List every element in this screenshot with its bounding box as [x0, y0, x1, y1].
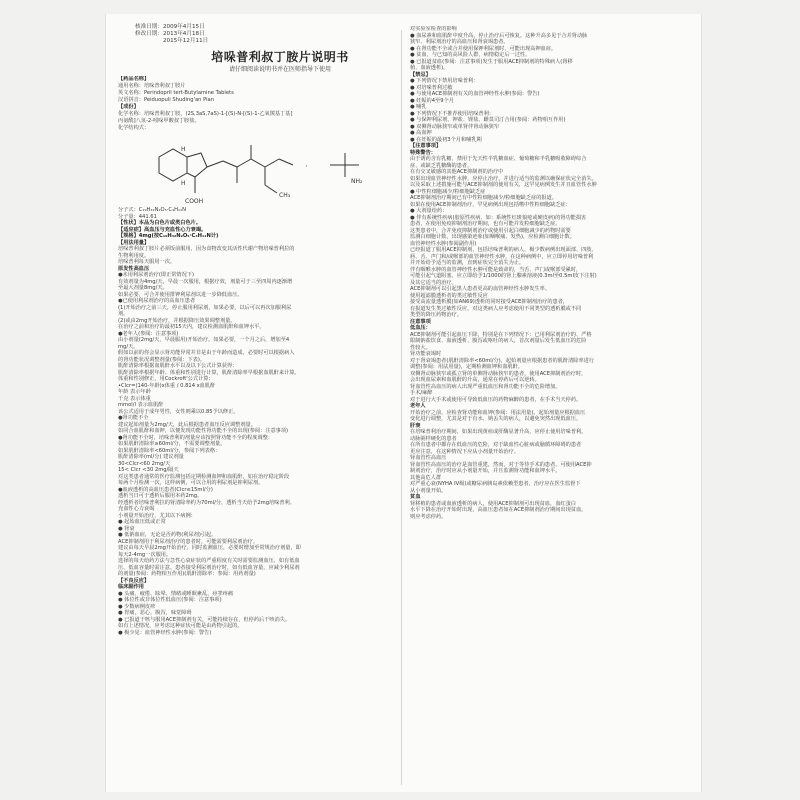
text-line: 肾功能衰竭时 [410, 351, 442, 357]
text-line: 使用超滤膜透析者的类过敏性反应 [410, 292, 488, 299]
text-line: 会出现血尿素和血肌酐的升高，通常在停药后可以逆转。 [410, 377, 540, 383]
text-line: 肌酐清除率根据年龄、体重和性别进行计算，肌酐清除率早根据血肌酐来计算。 [118, 369, 300, 376]
column-divider [401, 30, 402, 785]
text-line: 肾血管性高血压的病人出现严重低血压和肾功能不全的危险增加。 [410, 383, 561, 390]
left-column-text [118, 207, 396, 636]
text-line: ● 体位性或非体位性低血压(参阅：注意事项) [118, 597, 222, 603]
text-line: 充血性心力衰竭 [118, 506, 155, 512]
text-line: 原发性高血压 [118, 265, 150, 272]
text-line: 唇、舌、声门和/或喉部的血管神经性水肿，在这种病例中，应立即停用培哚普利 [410, 253, 594, 260]
text-line: ● 与使用ACE抑制剂有关的血管神经性水肿(参阅：警告) [410, 91, 540, 97]
text-line: 的剂量(参阅：药物相互作用)(肌酐清除率：参阅：用药剂量) [118, 571, 256, 577]
text-line: 如果肌酐清除率<60ml/分，参阅下列表格： [118, 447, 221, 454]
text-line: 30<Clcr<60 2mg/天 [118, 460, 171, 467]
text-line: ● 已报道贫血(参阅：注意事项)发生于服用ACE抑制剂的特殊病人(肾移 [410, 58, 573, 65]
text-line: 每两个月检测一次，这样病例，可以合用的利尿剂是抑利尿剂。 [118, 480, 264, 486]
text-line: 汉语拼音：Peiduopuli Shuding'an Pian [118, 97, 215, 103]
text-line: 英文名称：Perindopril tert-Butylamine Tablets [118, 90, 234, 96]
text-line: 如有上述情况，应考虑这种症状可能是由药物引起的。 [118, 623, 243, 629]
text-line: ● 在肾功能不全或合并使用保钾利尿剂时，可能出现高钾血症。 [410, 45, 557, 52]
text-line: 开始治疗之前，应检查肾功能和血钾(参阅：用法用量)。起始剂量应根据血压 [410, 409, 586, 416]
chemical-structure [145, 135, 375, 207]
text-line: 年龄 表示年龄 [118, 389, 151, 395]
text-line: ●肾功能不全 [118, 415, 149, 421]
text-line: 如果在使用ACE抑制剂治疗，罕见病例出现包括嗜中性粒细胞缺乏症： [410, 201, 571, 208]
text-line: 其他高危人群 [410, 474, 442, 481]
text-line: 更应注意，在这种情况下应从小剂量开始治疗。 [410, 448, 519, 455]
text-line: 【用法用量】 [118, 239, 150, 246]
text-line: 对实验室检查的影响 [410, 26, 457, 32]
text-line: 【成份】 [118, 104, 139, 110]
text-line: 肝衰 [410, 422, 421, 429]
text-line: 肾血管性高血压 [410, 455, 447, 461]
text-line: 症、或缺乏乳糖酶的患者。 [410, 162, 473, 169]
text-line: 由于诱药含有乳糖，禁用于先天性半乳糖血症、葡萄糖和半乳糖吸收障碍综合 [410, 156, 587, 162]
text-line: 培哚普利每天服用一次。 [118, 259, 176, 265]
text-line: 压、低血容量时需注意。患者接受利尿剂治疗时，如有低血容量，应减少利尿剂 [118, 564, 300, 571]
text-line: 丙氨酰]八氢-2-吲哚甲酸叔丁胺盐。 [118, 118, 200, 124]
text-line: 剂。 [118, 311, 129, 317]
text-line: 血管神经性水肿(参阅副作用) [410, 240, 477, 247]
text-line: ● 伴有系统性疾病(胶原性疾病、如：系统性红斑狼疮或硬皮病)的肾功能损害 [410, 214, 587, 221]
text-line: 肌酐清除率(ml/分) 建议剂量 [118, 454, 184, 460]
text-line: 选择的每天给药方法与急性心衰症状的严重程度有关时需要监测血压，如有低血 [118, 558, 300, 564]
text-line: 【药品名称】 [118, 76, 150, 82]
text-line: 对这类患者通常的医疗监测包括定期检测血钾和血肌酐，如在治疗稳定阶段 [118, 473, 290, 480]
text-line: 贫血 [410, 494, 421, 500]
text-line: ● 哺乳 [410, 104, 427, 110]
text-line: 经透析者培哚普利拉的肾清除率约为70ml/分，透析当天给予2mg培哚普利。 [118, 499, 295, 506]
text-line: 培哚普利叔丁胺片必须饭前服用，因为食物改变其活性代谢产物培哚普利拉的 [118, 246, 295, 252]
revision-dates [135, 24, 255, 45]
text-line: 注意事项 [410, 318, 431, 325]
text-line: 制剂治疗，治疗时应从小剂量开始，并且监测肾功能和血钾水平。 [410, 468, 561, 474]
text-line: 调整(参阅：用法用量)，定期检测血钾和血肌酐。 [410, 364, 523, 370]
text-line: ACE抑制剂可以引起黑人患者更高的血管神经性水肿发生率。 [410, 286, 551, 292]
text-line: •Clcr=(140-年龄)x体重 / 0.814 x血肌酐 [118, 382, 216, 389]
text-line: 由小剂量(2mg/天，早晨服用)开始治疗，如果必要，一个月之后，增加至4 [118, 337, 290, 343]
text-line: 小剂量开始治疗，尤其以下病例： [118, 512, 196, 519]
text-line: 对严重心衰(NYHA IV级)或糖尿病胰岛素依赖型患者，治疗应在医生监督下 [410, 481, 581, 487]
text-line: ACE抑制剂可能引起血压下降，特别是在下列情况下：已用利尿剂治疗的、严格 [410, 331, 592, 338]
text-line: 每天2-4mg一次服用。 [118, 551, 172, 558]
text-line: ● 与保钾利尿剂、钾盐、锂盐、雌莫司汀合用(参阅：药物相互作用) [410, 117, 566, 123]
text-line: 监测白细胞计数，出现感染迹象(如咽喉痛、发热)，应检测白细胞计数。 [410, 234, 575, 240]
text-line: 分子式：C₁₉H₃₂N₂O₅·C₄H₁₁N [118, 207, 187, 213]
text-line: ● 高血钾 [410, 130, 432, 136]
text-line: 动脉粥样硬化的患者 [410, 435, 457, 442]
text-line: 则应考虑停药。 [410, 513, 447, 520]
text-line: 在所有患者中都存在低血压的危险，对于缺血性心脏病或脑循环障碍的患者 [410, 442, 582, 448]
text-line: 类型的降压药物治疗。 [410, 312, 462, 318]
text-line: 植、血液透析)。 [410, 65, 449, 71]
text-line: 【禁忌】 [410, 71, 431, 78]
text-line: 【规格】4mg(按C₁₉H₃₂N₂O₅·C₄H₁₁N计) [118, 233, 219, 239]
text-line: 如同合血肌酐和血钾，以便发现功能性肾功能不全的出现(参阅：注意事项) [118, 428, 289, 434]
text-line: ● 双侧肾动脉狭窄或单肾伴肾动脉狭窄 [410, 123, 500, 130]
structure-label: COOH [185, 198, 204, 205]
text-line: ●肾功能不全时，培哚普利的剂量应该按照肾功能不全的程度调整： [118, 434, 273, 441]
text-line: 如果出现血管神经性水肿，应停止治疗，并进行适当的监测以确保症状完全消失。 [410, 175, 597, 182]
right-column-text [410, 26, 692, 520]
text-line: ● 已报道干咳与服用ACE抑制剂有关，可能持续存在，但停药后干咳消失。 [118, 616, 291, 623]
text-line: 从小剂量开始。 [410, 487, 447, 494]
text-line: ● 头痛、疲倦、眩晕、情绪或睡眠紊乱、痉挛疼痛 [118, 590, 234, 597]
text-line: 通用名称：培哚普利叔丁胺片 [118, 83, 186, 89]
text-line: ACE抑制剂用于利尿剂治疗的患者时，可能需要利尿剂治疗。 [118, 538, 259, 545]
text-line: 建议由每天早晨2mg开始治疗，同时监测血压，必要时增加至常规治疗剂量，即 [118, 545, 301, 551]
text-line: (1)开始治疗之前三天，停止服用利尿剂，如果必要，以后可以再次加服利尿 [118, 304, 292, 311]
text-line: ●已使用利尿剂治疗的高血压患者 [118, 298, 196, 304]
text-line: 狭窄、利尿剂治疗的高血压和肾衰竭患者。 [410, 39, 509, 45]
text-line: 15< Clcr <30 2mg/隔天 [118, 467, 179, 473]
text-line: mg/天。 [118, 343, 139, 350]
text-line: 性较大。 [410, 344, 431, 351]
text-line: 的肾功能状况调整剂量(参阅：下表)。 [118, 356, 206, 363]
text-line: 在治疗之前和治疗的最初15天内，建议检测血肌酐和血钾水平。 [118, 324, 265, 330]
text-line: 【适应症】高血压与充血性心力衰竭。 [118, 226, 207, 233]
structure-label: CH₃ [279, 192, 291, 199]
text-line: 接受高流量透析膜(如AN69)透析的同时接受ACE抑制剂治疗的患者， [410, 299, 569, 305]
text-line: ● 对培哚普利过敏 [410, 84, 453, 91]
text-line: 手术/麻醉 [410, 390, 433, 396]
text-line: 在培哚普利治疗期间，如果出现黄疸或肝酶显著升高，应停止使用培哚普利。 [410, 429, 587, 435]
structure-label: · [305, 162, 308, 171]
text-line: ● 贫血，与已知的高风险人群，病情稳定后一过性。 [410, 52, 531, 58]
text-line: 及其它适当的治疗。 [410, 279, 457, 286]
text-line: 临床副作用 [118, 584, 144, 590]
text-line: 化学名称：培哚普利叔丁胺，(2S,3aS,7aS)-1-[(S)-N-[(S)-1-乙氧羰基丁基] [118, 111, 293, 117]
text-line: 有效剂量为4mg/天，早晨一次服用，根据疗效，剂量可于三至四周内逐渐增 [118, 278, 293, 285]
text-line: 变化进行调整，尤其是对于有水、钠丢失的病人，以避免突然出现低血压。 [410, 416, 582, 422]
text-line: 水平下降在治疗开始时出现，高血压患者如在ACE抑制剂治疗期间出现贫血， [410, 507, 587, 513]
text-line: ● 血尿素和血肌酐中度升高，停止治疗后可恢复。这种升高多见于合并肾动脉 [410, 32, 588, 39]
text-line: 对于进行大手术或使用可导致低血压的药物麻醉的患者，在手术当天停药。 [410, 396, 582, 403]
text-line: ●老年人(参阅：注意事项) [118, 330, 179, 337]
text-line: 【性状】本品为白色片或类白色片。 [118, 220, 202, 226]
text-line: ●血液透析的高血压患者(Clcr≤15ml/分) [118, 486, 213, 493]
text-line: 分子量：441.61 [118, 213, 157, 220]
text-line: ● 大剂量给药： [410, 208, 448, 214]
revision-line: 核准日期：2009年4月15日 [135, 24, 205, 30]
text-line: 如果肌酐清除率≥60ml/分，不需要调整剂量。 [118, 441, 226, 447]
text-line: 限制钠盐饮食、血液透析、腹泻或呕吐的病人，首次剂量后发生低血压的危险 [410, 338, 587, 344]
text-line: ● 胃痛，恶心，腹泻，味觉障碍 [118, 610, 192, 616]
text-line: 如果必要，可合并使用排钾利尿剂以进一步降低血压。 [118, 291, 243, 298]
text-line: ●未用利尿剂治疗(即正常情况下) [118, 272, 195, 278]
revision-line: 修改日期：2013年4月18日 [135, 31, 205, 37]
structure-label: H [181, 146, 186, 153]
text-line: 【注意事项】 [410, 143, 442, 149]
text-line: 在有交叉敏感的其他ACE抑制剂的治疗中 [410, 169, 504, 175]
text-line: 生物利用度。 [118, 252, 150, 259]
text-line: mmol/l 表示血肌酐 [118, 402, 164, 408]
text-line: 该公式适用于成年男性，女性则乘以0.85予以修正。 [118, 408, 239, 415]
text-line: 化学结构式： [118, 125, 150, 131]
text-line: 老年人 [410, 403, 426, 409]
text-line: 可能引起气道阻塞，应立即给予1/1000的肾上腺素溶液(0.3ml至0.5ml皮下注射) [410, 273, 597, 279]
text-line: 假如以前的你会显示肾功能异常并非是由于年龄而造成，必要时可以根据病人 [118, 350, 295, 356]
text-line: 至最大剂量8mg/天。 [118, 285, 168, 291]
text-line: 这类患者中，合并免疫抑制剂治疗或使用引起白细胞减少的药物时需要 [410, 227, 571, 234]
text-line: ● 少数病例皮疹 [118, 603, 156, 610]
text-line: 肌酐清除率根据血肌酐水平以及以下公式计算获得： [118, 363, 238, 369]
text-line: ● 起始血压低或正常 [118, 519, 166, 525]
text-line: 患者，在使用免疫抑制剂治疗期间，也有可能并发粒细胞缺乏症。 [410, 221, 561, 227]
text-line: 伴有咽喉水肿的血管神经性水肿可能是致命的，当舌、声门或喉部受累时， [410, 266, 582, 273]
text-line: ACE抑制剂治疗期间已有中性粒细胞减少/粒细胞缺乏症的报道。 [410, 195, 557, 201]
text-line: ● 妊娠的4至9个月 [410, 97, 454, 104]
structure-label: NH₂ [351, 178, 363, 185]
text-line: 肾移植的患者或血液透析的病人，使用ACE抑制剂可出现贫血，血红蛋白 [410, 500, 576, 507]
text-line: 千克 表示体重 [118, 395, 151, 402]
text-line: ● 在妊娠的最初3个月和哺乳期 [410, 136, 482, 143]
text-line: 建议起始剂量为2mg/天，此后根据患者血压反应调整剂量。 [118, 421, 256, 428]
text-line: 双侧肾动脉狭窄或孤立肾的单侧肾动脉狭窄的患者，使用ACE抑制剂治疗时， [410, 370, 587, 377]
drug-name-section [118, 76, 396, 132]
text-line: 肾血管性高血压的治疗是血管重建，然而，对于等待手术的患者，可使用ACE抑 [410, 461, 592, 468]
text-line: 已经报道了服用ACE抑制剂，包括培哚普利的病人，极少数病例出现面部、四肢、 [410, 247, 597, 253]
text-line: ● 肾衰 [118, 525, 135, 532]
text-line: ● 低钠血症，无论是否药物(利尿剂)引起。 [118, 532, 217, 538]
text-line: 以及采取上述措施可能与ACE抑制剂的使用有关，这罕见病例发生并且血管性水肿 [410, 182, 597, 188]
text-line: ● 下列情况下禁用培哚普利： [410, 78, 479, 84]
text-line: 特殊警告： [410, 149, 436, 156]
structure-label: H [181, 180, 186, 187]
text-line: ● 极少见：血管神经性水肿(参阅：警告) [118, 629, 212, 636]
text-line: ● 下列情况下不推荐使用培哚普利： [410, 110, 494, 117]
text-line: ● 中性粒细胞减少/粒细胞缺乏症 [410, 188, 486, 195]
text-line: (2)或由2mg开始治疗，并根据降压效果调整剂量。 [118, 317, 236, 324]
text-line: 透析当日可于透析后服用本药2mg。 [118, 493, 203, 499]
text-line: 对于肾衰竭患者(肌酐清除率<60ml/分)，起始剂量应根据患者的肌酐清除率进行 [410, 357, 595, 364]
text-line: 有报道发生类过敏性反应，对这类病人应考虑使用不同类型的透析膜或不同 [410, 305, 582, 312]
text-line: 低血压： [410, 325, 431, 331]
text-line: 【不良反应】 [118, 577, 150, 584]
document-subtitle: 请仔细阅读说明书并在医师指导下使用 [228, 66, 331, 73]
text-line: 并开始给予适当的监测，直到症状完全消失为止。 [410, 260, 525, 266]
text-line: 体重和性别修正，用Cockroft'公式计算： [118, 376, 214, 382]
revision-line: 2015年12月11日 [135, 38, 209, 44]
document-title: 培哚普利叔丁胺片说明书 [211, 50, 349, 64]
